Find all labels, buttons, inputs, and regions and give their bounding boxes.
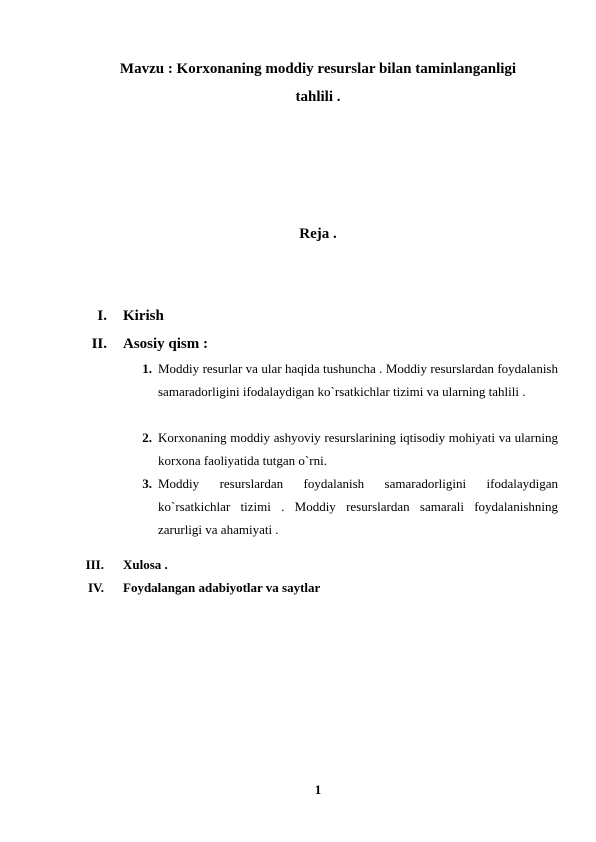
subitem-number: 1.: [142, 361, 152, 376]
document-title-line-1: Mavzu : Korxonaning moddiy resurslar bilan taminlanganligi: [119, 61, 517, 77]
plan-heading: Reja .: [299, 226, 337, 242]
outline-item-label: Foydalangan adabiyotlar va saytlar: [123, 580, 321, 595]
outline-item-label: Xulosa .: [123, 557, 168, 572]
outline-item-number: III.: [85, 557, 104, 572]
outline-item-number: IV.: [87, 580, 104, 595]
subitem-text: Moddiy resurlar va ular haqida tushuncha . Moddiy resurslardan foydalanish samaradorligini ifodalaydigan ko`rsatkichlar tizimi va ularning tahlili .: [158, 361, 558, 399]
subitem-number: 3.: [142, 476, 152, 491]
document-title-line-2: tahlili .: [295, 89, 341, 105]
subitem-text: Korxonaning moddiy ashyoviy resurslarining iqtisodiy mohiyati va ularning korxona faoliyatida tutgan o`rni.: [158, 430, 558, 468]
outline-item-number: II.: [91, 336, 107, 352]
outline-item-label: Kirish: [123, 308, 164, 324]
page-number: 1: [314, 782, 322, 797]
outline-item-label: Asosiy qism :: [123, 336, 209, 352]
outline-item-number: I.: [97, 308, 107, 324]
subitem-text: Moddiy resurslardan foydalanish samaradorligini ifodalaydigan ko`rsatkichlar tizimi . Moddiy resurslardan samarali foydalanishning zarurligi va ahamiyati .: [158, 476, 558, 537]
subitem-number: 2.: [142, 430, 152, 445]
